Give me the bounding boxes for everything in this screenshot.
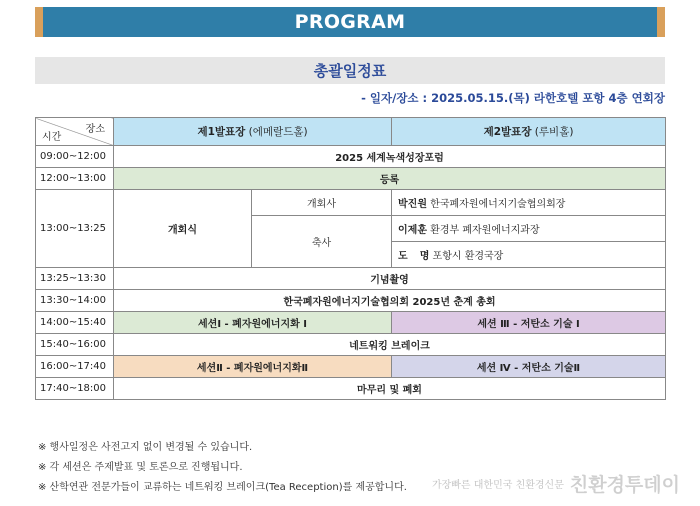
registration-cell: 등록 xyxy=(114,168,666,190)
speaker-title: 한국폐자원에너지기술협의회장 xyxy=(427,199,566,210)
opening-speaker-cell xyxy=(392,190,666,216)
time-cell: 14:00~15:40 xyxy=(36,312,114,334)
hall1-name: 제1발표장 xyxy=(197,126,246,138)
time-cell: 17:40~18:00 xyxy=(36,378,114,400)
table-row xyxy=(36,356,666,378)
header-corner-cell xyxy=(36,118,114,146)
table-row xyxy=(36,146,666,168)
time-cell: 13:00~13:25 xyxy=(36,190,114,268)
congrats-speaker-cell xyxy=(392,216,666,242)
opening-speech-cell: 개회사 xyxy=(252,190,392,216)
table-row xyxy=(36,334,666,356)
time-cell: 15:40~16:00 xyxy=(36,334,114,356)
closing-cell: 마무리 및 폐회 xyxy=(114,378,666,400)
corner-time-label: 시간 xyxy=(42,132,62,143)
session2-cell: 세션Ⅱ - 폐자원에너지화Ⅱ xyxy=(114,356,392,378)
congratulatory-cell: 축사 xyxy=(252,216,392,268)
speaker-name: 이제훈 xyxy=(398,225,427,236)
speaker-title: 포항시 환경국장 xyxy=(429,251,504,262)
session4-cell: 세션 Ⅳ - 저탄소 기술Ⅱ xyxy=(392,356,666,378)
notes-list xyxy=(38,438,407,498)
speaker-name-2: 명 xyxy=(419,251,430,262)
corner-place-label: 장소 xyxy=(85,124,105,135)
table-row xyxy=(36,312,666,334)
networking-break-cell: 네트워킹 브레이크 xyxy=(114,334,666,356)
note-item: ※ 행사일정은 사전고지 없이 변경될 수 있습니다. xyxy=(38,442,253,453)
session3-cell: 세션 Ⅲ - 저탄소 기술 Ⅰ xyxy=(392,312,666,334)
forum-cell: 2025 세계녹색성장포럼 xyxy=(114,146,666,168)
watermark xyxy=(432,470,680,497)
schedule-header xyxy=(35,57,665,84)
watermark-tagline: 가장빠른 대한민국 친환경신문 xyxy=(431,480,564,491)
congrats-speaker-cell xyxy=(392,242,666,268)
speaker-title: 환경부 폐자원에너지과장 xyxy=(427,225,540,236)
speaker-name: 박진원 xyxy=(398,199,427,210)
table-row xyxy=(36,168,666,190)
table-row xyxy=(36,378,666,400)
hall2-name: 제2발표장 xyxy=(483,126,532,138)
table-row xyxy=(36,190,666,216)
table-row xyxy=(36,290,666,312)
hall1-header xyxy=(114,118,392,146)
session1-cell: 세션Ⅰ - 폐자원에너지화 Ⅰ xyxy=(114,312,392,334)
time-cell: 09:00~12:00 xyxy=(36,146,114,168)
hall2-room: (루비홀) xyxy=(531,126,574,138)
time-cell: 16:00~17:40 xyxy=(36,356,114,378)
program-banner xyxy=(35,7,665,37)
general-assembly-cell: 한국폐자원에너지기술협의회 2025년 춘계 총회 xyxy=(114,290,666,312)
note-item: ※ 각 세션은 주제발표 및 토론으로 진행됩니다. xyxy=(38,462,243,473)
speaker-name: 도 xyxy=(398,251,408,262)
schedule-title: 총괄일정표 xyxy=(313,62,387,80)
photo-cell: 기념촬영 xyxy=(114,268,666,290)
opening-ceremony-cell: 개회식 xyxy=(114,190,252,268)
table-header-row xyxy=(36,118,666,146)
table-row xyxy=(36,268,666,290)
note-item: ※ 산학연관 전문가들이 교류하는 네트워킹 브레이크(Tea Reception)를 제공합니다. xyxy=(38,482,407,493)
schedule-table xyxy=(35,117,666,400)
date-venue-line: - 일자/장소 : 2025.05.15.(목) 라한호텔 포항 4층 연회장 xyxy=(361,91,665,105)
time-cell: 12:00~13:00 xyxy=(36,168,114,190)
hall2-header xyxy=(392,118,666,146)
hall1-room: (에메랄드홀) xyxy=(245,126,308,138)
time-cell: 13:30~14:00 xyxy=(36,290,114,312)
watermark-logo-text: 친환경투데이 xyxy=(569,474,680,496)
time-cell: 13:25~13:30 xyxy=(36,268,114,290)
banner-title: PROGRAM xyxy=(294,11,406,33)
